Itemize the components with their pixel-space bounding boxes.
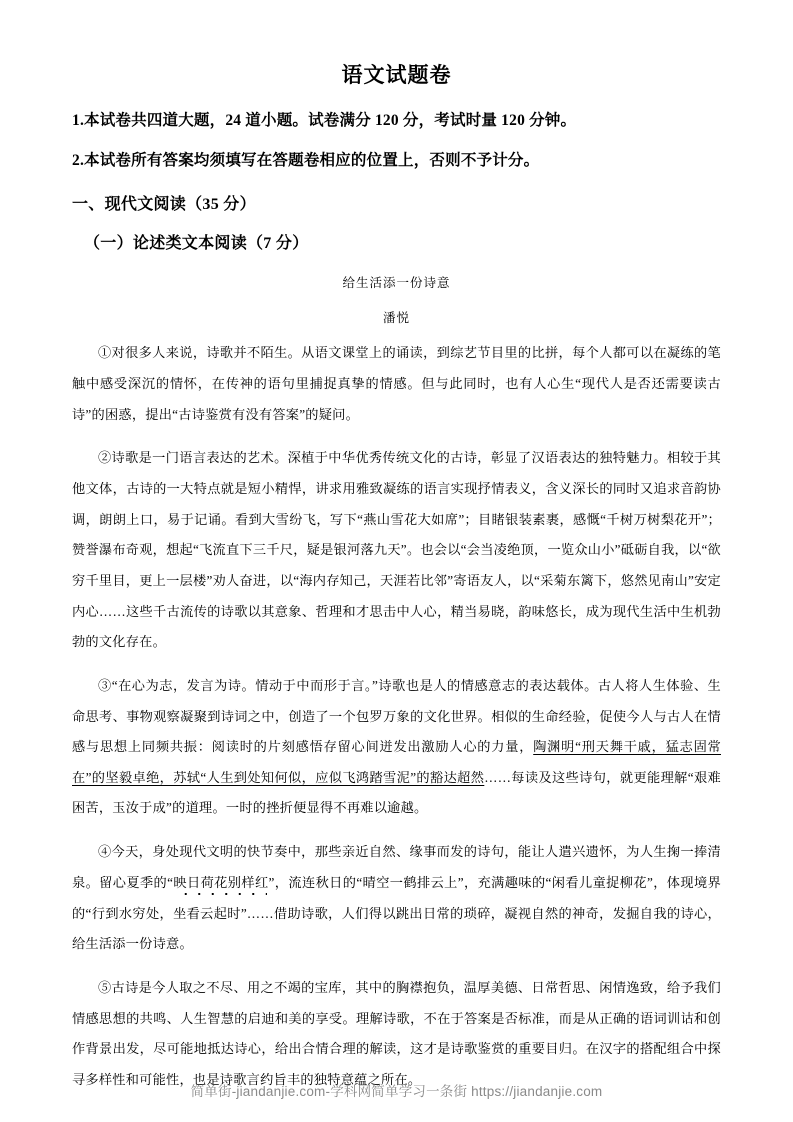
paragraph-3-text-after-underline: ……每读及这些诗句，就更能理解“艰难困苦，玉汝于成”的道理。一时的挫折便显得不再难以逾越。 bbox=[72, 769, 721, 816]
paragraph-3-underlined-passage: 陶渊明“刑天舞干戚，猛志固常在”的坚毅卓绝，苏轼“人生到处知何似，应似飞鸿踏雪泥”的豁达超然 bbox=[72, 739, 721, 785]
passage-paragraph-2: ②诗歌是一门语言表达的艺术。深植于中华优秀传统文化的古诗，彰显了汉语表达的独特魅力。相较于其他文体，古诗的一大特点就是短小精悍，讲求用雅致凝练的语言实现抒情表义，含义深长的同时又追求音韵协调，朗朗上口，易于记诵。看到大雪纷飞，写下“燕山雪花大如席”；目睹银装素裹，感慨“千树万树梨花开”；赞誉瀑布奇观，想起“飞流直下三千尺，疑是银河落九天”。也会以“会当凌绝顶，一览众山小”砥砺自我，以“欲穷千里目，更上一层楼”劝人奋进，以“海内存知己，天涯若比邻”寄语友人，以“采菊东篱下，悠然见南山”安定内心……这些千古流传的诗歌以其意象、哲理和才思击中人心，精当易晓，韵味悠长，成为现代生活中生机勃勃的文化存在。 bbox=[72, 450, 721, 650]
page-title: 语文试题卷 bbox=[341, 63, 452, 87]
instruction-line-2: 2.本试卷所有答案均须填写在答题卷相应的位置上，否则不予计分。 bbox=[72, 151, 540, 169]
passage-paragraph-3 bbox=[72, 671, 721, 824]
passage-paragraph-5: ⑤古诗是今人取之不尽、用之不竭的宝库，其中的胸襟抱负，温厚美德、日常哲思、闲情逸致，给予我们情感思想的共鸣、人生智慧的启迪和美的享受。理解诗歌，不在于答案是否标准，而是从正确的语词训诂和创作背景出发，尽可能地抵达诗心，给出合情合理的解读，这才是诗歌鉴赏的重要目归。在汉字的搭配组合中探寻多样性和可能性，也是诗歌言约旨丰的独特意蕴之所在。 bbox=[72, 979, 721, 1087]
instruction-line-1: 1.本试卷共四道大题，24 道小题。试卷满分 120 分，考试时量 120 分钟。 bbox=[72, 112, 577, 130]
subsection-heading-argumentative-text: （一）论述类文本阅读（7 分） bbox=[84, 234, 309, 252]
section-heading-modern-reading: 一、现代文阅读（35 分） bbox=[72, 195, 256, 213]
paragraph-4-dotted-emphasis-phrase: 映日荷花别样红 bbox=[173, 874, 269, 890]
passage-paragraph-4 bbox=[72, 837, 721, 960]
paragraph-3-text-before-underline: ③“在心为志，发言为诗。情动于中而形于言。”诗歌也是人的情感意志的表达载体。古人将人生体验、生命思考、事物观察凝聚到诗词之中，创造了一个包罗万象的文化世界。相似的生命经验，促使今人与古人在情感与思想上同频共振：阅读时的片刻感悟存留心间迸发出激励人心的力量， bbox=[72, 677, 721, 755]
paragraph-4-text-after-emphasis: ”，流连秋日的“晴空一鹤排云上”，充满趣味的“闲看儿童捉柳花”，体现境界的“行到水穷处，坐看云起时”……借助诗歌，人们得以跳出日常的琐碎，凝视自然的神奇，发掘自我的诗心，给生活添一份诗意。 bbox=[72, 874, 722, 952]
paragraph-4-text-before-emphasis: ④今天，身处现代文明的快节奏中，那些亲近自然、缘事而发的诗句，能让人遣兴遗怀，为人生掬一捧清泉。留心夏季的“ bbox=[72, 844, 721, 890]
document-content bbox=[72, 0, 721, 1109]
footer-watermark: 简单街-jiandanjie.com-学科网简单学习一条街 https://jiandanjie.com bbox=[190, 1084, 603, 1099]
passage-paragraph-1: ①对很多人来说，诗歌并不陌生。从语文课堂上的诵读，到综艺节目里的比拼，每个人都可以在凝练的笔触中感受深沉的情怀，在传神的语句里捕捉真挚的情感。但与此同时，也有人心生“现代人是否还需要读古诗”的困惑，提出“古诗鉴赏有没有答案”的疑问。 bbox=[72, 345, 721, 422]
passage-title: 给生活添一份诗意 bbox=[342, 275, 451, 290]
passage-author: 潘悦 bbox=[382, 310, 410, 325]
